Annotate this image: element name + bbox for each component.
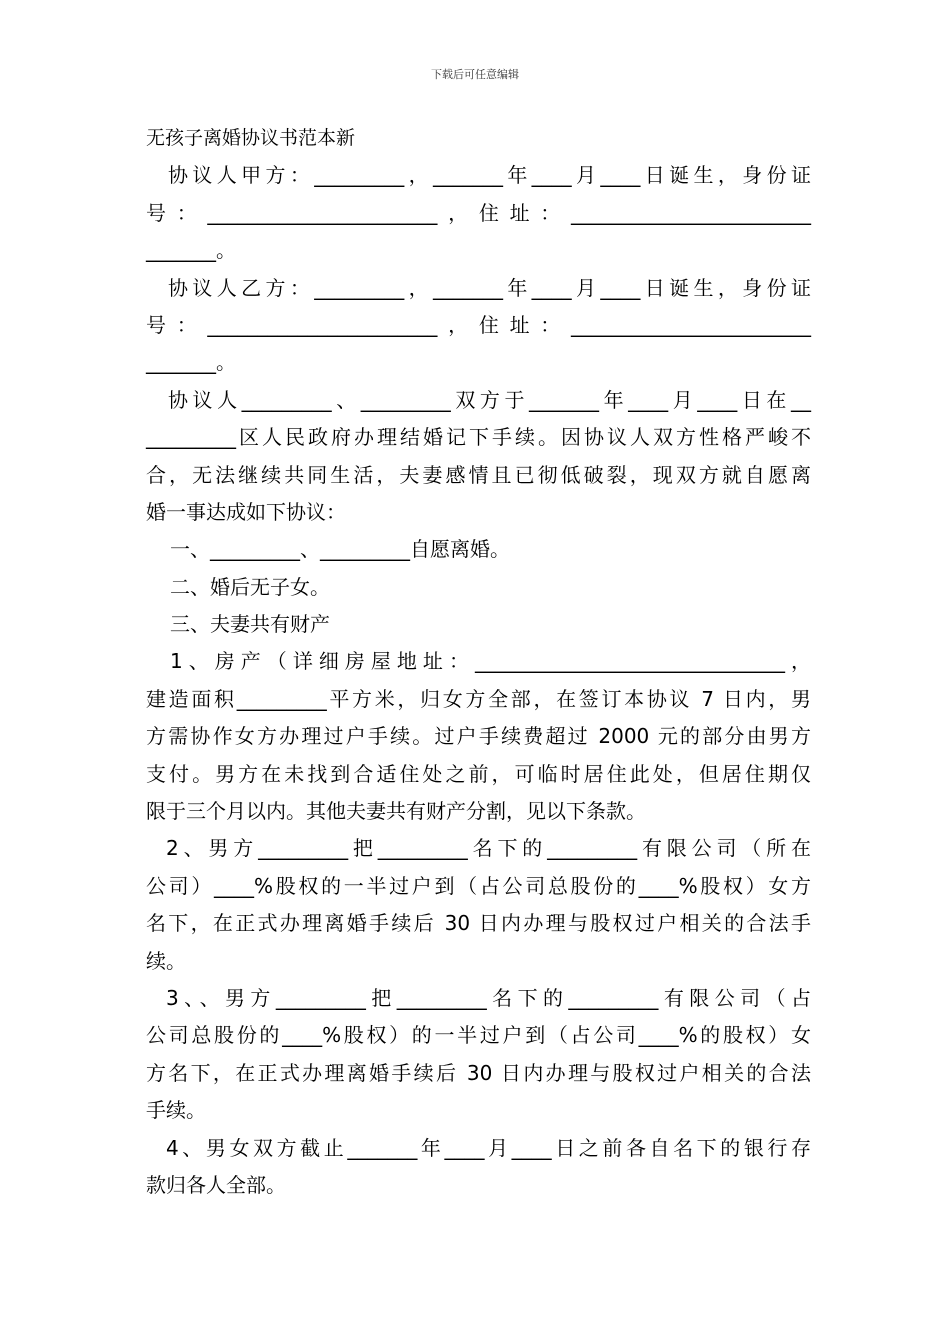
equity-3-line-3: 方名下，在正式办理离婚手续后 30 日内办理与股权过户相关的合法 (146, 1060, 811, 1085)
document-body (146, 120, 811, 1204)
equity-2-line-2: 公司）____%股权的一半过户到（占公司总股份的____%股权）女方 (146, 873, 811, 898)
marriage-line-1: 协议人_________、_________双方于_______年____月____日在__ (168, 387, 811, 412)
clause-1: 一、_________、_________自愿离婚。 (170, 537, 510, 562)
party-b-line-3: _______。 (146, 350, 236, 375)
marriage-line-2: _________区人民政府办理结婚记下手续。因协议人双方性格严峻不 (146, 425, 811, 450)
party-a-line-1: 协议人甲方：_________，_______年____月____日诞生，身份证 (168, 163, 811, 188)
property-line-5: 限于三个月以内。其他夫妻共有财产分割，见以下条款。 (146, 799, 646, 824)
equity-2-line-4: 续。 (146, 948, 186, 973)
property-line-4: 支付。男方在未找到合适住处之前，可临时居住此处，但居住期仅 (146, 761, 811, 786)
equity-3-line-4: 手续。 (146, 1098, 206, 1123)
party-b-line-1: 协议人乙方：_________，_______年____月____日诞生，身份证 (168, 275, 811, 300)
document-title: 无孩子离婚协议书范本新 (146, 127, 356, 149)
property-line-2: 建造面积_________平方米，归女方全部，在签订本协议 7 日内，男 (146, 686, 811, 711)
clause-3: 三、夫妻共有财产 (170, 612, 330, 637)
property-line-3: 方需协作女方办理过户手续。过户手续费超过 2000 元的部分由男方 (146, 724, 811, 749)
equity-3-line-2: 公司总股份的____%股权）的一半过户到（占公司____%的股权）女 (146, 1023, 811, 1048)
marriage-line-3: 合，无法继续共同生活，夫妻感情且已彻低破裂，现双方就自愿离 (146, 462, 811, 487)
party-a-line-2: 号：_______________________，住址：________________________ (146, 200, 811, 225)
party-b-line-2: 号：_______________________，住址：________________________ (146, 312, 811, 337)
equity-2-line-1: 2、男方_________把_________名下的_________有限公司（所在 (166, 836, 811, 861)
page-header: 下载后可任意编辑 (431, 68, 519, 81)
equity-3-line-1: 3、、男方_________把_________名下的_________有限公司（占 (166, 985, 811, 1010)
deposit-line-2: 款归各人全部。 (146, 1172, 286, 1197)
clause-2: 二、婚后无子女。 (170, 574, 330, 599)
property-line-1: 1、房产（详细房屋地址：_______________________________， (170, 649, 811, 674)
party-a-line-3: _______。 (146, 238, 236, 263)
equity-2-line-3: 名下，在正式办理离婚手续后 30 日内办理与股权过户相关的合法手 (146, 911, 811, 936)
marriage-line-4: 婚一事达成如下协议： (146, 499, 346, 524)
deposit-line-1: 4、男女双方截止_______年____月____日之前各自名下的银行存 (166, 1135, 811, 1160)
